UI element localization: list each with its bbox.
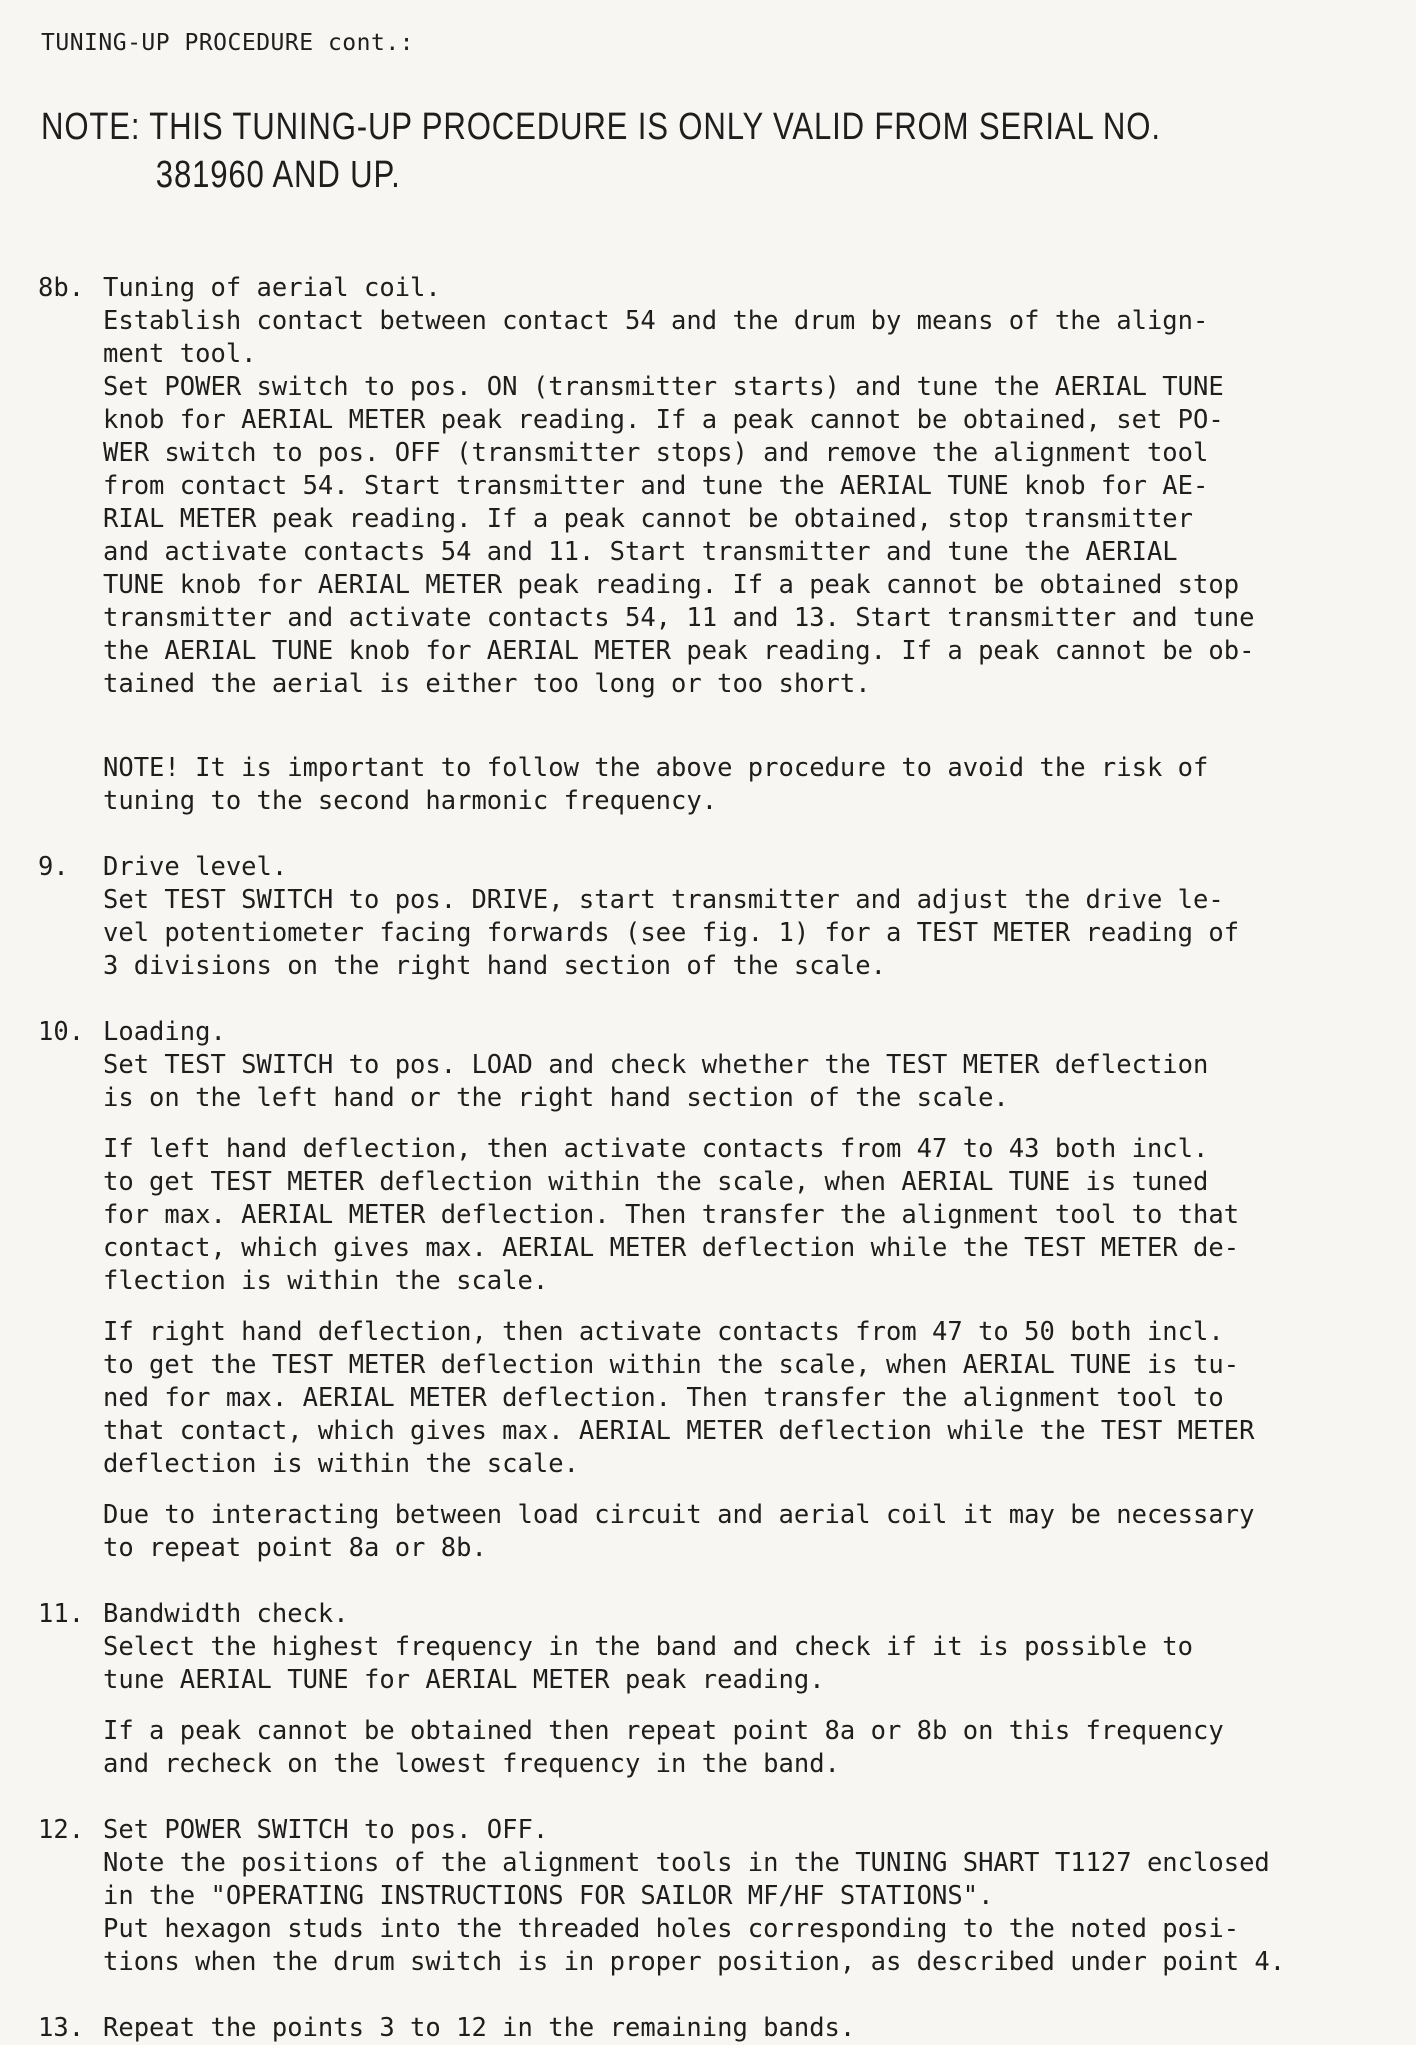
step-paragraph (103, 1499, 1368, 1565)
text-line: and recheck on the lowest frequency in the band. (103, 1749, 840, 1779)
validity-notice-line: 381960 AND UP. (155, 154, 401, 196)
procedure-step (38, 2012, 1368, 2045)
text-line: Set POWER SWITCH to pos. OFF. (103, 1815, 549, 1845)
procedure-steps (38, 272, 1368, 2045)
text-line: 3 divisions on the right hand section of the scale. (103, 951, 886, 981)
text-line: tained the aerial is either too long or too short. (103, 669, 871, 699)
text-line: for max. AERIAL METER deflection. Then transfer the alignment tool to that (103, 1200, 1240, 1230)
step-body (103, 2012, 1368, 2045)
text-line: flection is within the scale. (103, 1266, 549, 1296)
text-line: is on the left hand or the right hand section of the scale. (103, 1083, 1009, 1113)
procedure-step (38, 1598, 1368, 1781)
step-paragraph (103, 1598, 1368, 1697)
procedure-step (38, 1814, 1368, 1979)
step-paragraph (103, 1316, 1368, 1481)
text-line: the AERIAL TUNE knob for AERIAL METER peak reading. If a peak cannot be ob- (103, 636, 1255, 666)
step-number: 13. (38, 2013, 85, 2043)
step-paragraph (103, 1133, 1368, 1298)
text-line: Set POWER switch to pos. ON (transmitter starts) and tune the AERIAL TUNE (103, 372, 1224, 402)
text-line: TUNE knob for AERIAL METER peak reading. If a peak cannot be obtained stop (103, 570, 1240, 600)
procedure-step (38, 851, 1368, 983)
text-line: deflection is within the scale. (103, 1449, 579, 1479)
step-number: 8b. (38, 273, 85, 303)
text-line: tuning to the second harmonic frequency. (103, 786, 718, 816)
step-number: 12. (38, 1815, 85, 1845)
validity-notice-line: NOTE: THIS TUNING-UP PROCEDURE IS ONLY VALID FROM SERIAL NO. (41, 106, 1161, 148)
text-line: If left hand deflection, then activate contacts from 47 to 43 both incl. (103, 1134, 1209, 1164)
text-line: WER switch to pos. OFF (transmitter stops) and remove the alignment tool (103, 438, 1209, 468)
step-body (103, 1814, 1368, 1979)
step-body (103, 1016, 1368, 1565)
text-line: tune AERIAL TUNE for AERIAL METER peak reading. (103, 1665, 825, 1695)
text-line: that contact, which gives max. AERIAL METER deflection while the TEST METER (103, 1416, 1255, 1446)
text-line: ment tool. (103, 339, 257, 369)
step-paragraph (103, 851, 1368, 983)
text-line: vel potentiometer facing forwards (see fig. 1) for a TEST METER reading of (103, 918, 1240, 948)
step-paragraph (103, 272, 1368, 701)
step-number: 9. (38, 852, 69, 882)
text-line: Due to interacting between load circuit and aerial coil it may be necessary (103, 1500, 1255, 1530)
text-line: to repeat point 8a or 8b. (103, 1533, 487, 1563)
step-paragraph (103, 1715, 1368, 1781)
text-line: Set TEST SWITCH to pos. DRIVE, start transmitter and adjust the drive le- (103, 885, 1224, 915)
text-line: Establish contact between contact 54 and the drum by means of the align- (103, 306, 1209, 336)
procedure-step (38, 1016, 1368, 1565)
text-line: to get TEST METER deflection within the scale, when AERIAL TUNE is tuned (103, 1167, 1209, 1197)
text-line: ned for max. AERIAL METER deflection. Then transfer the alignment tool to (103, 1383, 1224, 1413)
text-line: NOTE! It is important to follow the above procedure to avoid the risk of (103, 753, 1209, 783)
text-line: If a peak cannot be obtained then repeat point 8a or 8b on this frequency (103, 1716, 1224, 1746)
text-line: and activate contacts 54 and 11. Start transmitter and tune the AERIAL (103, 537, 1178, 567)
step-body (103, 851, 1368, 983)
step-number: 10. (38, 1017, 85, 1047)
step-paragraph (103, 1814, 1368, 1979)
text-line: Select the highest frequency in the band and check if it is possible to (103, 1632, 1194, 1662)
text-line (103, 719, 1368, 752)
text-line: If right hand deflection, then activate contacts from 47 to 50 both incl. (103, 1317, 1224, 1347)
procedure-step (38, 272, 1368, 818)
step-body (103, 272, 1368, 818)
text-line: to get the TEST METER deflection within the scale, when AERIAL TUNE is tu- (103, 1350, 1240, 1380)
text-line: transmitter and activate contacts 54, 11 and 13. Start transmitter and tune (103, 603, 1255, 633)
text-line: RIAL METER peak reading. If a peak cannot be obtained, stop transmitter (103, 504, 1194, 534)
validity-notice (41, 103, 1161, 199)
text-line: Note the positions of the alignment tools in the TUNING SHART T1127 enclosed (103, 1848, 1270, 1878)
text-line: tions when the drum switch is in proper position, as described under point 4. (103, 1947, 1286, 1977)
step-paragraph (103, 719, 1368, 818)
text-line: Loading. (103, 1017, 226, 1047)
step-body (103, 1598, 1368, 1781)
step-number: 11. (38, 1599, 85, 1629)
text-line: Drive level. (103, 852, 288, 882)
text-line: knob for AERIAL METER peak reading. If a peak cannot be obtained, set PO- (103, 405, 1224, 435)
page-header: TUNING-UP PROCEDURE cont.: (41, 30, 415, 56)
text-line: Tuning of aerial coil. (103, 273, 441, 303)
step-paragraph (103, 2012, 1368, 2045)
text-line: from contact 54. Start transmitter and tune the AERIAL TUNE knob for AE- (103, 471, 1209, 501)
text-line: in the "OPERATING INSTRUCTIONS FOR SAILOR MF/HF STATIONS". (103, 1881, 994, 1911)
text-line: Bandwidth check. (103, 1599, 349, 1629)
step-paragraph (103, 1016, 1368, 1115)
text-line: Set TEST SWITCH to pos. LOAD and check whether the TEST METER deflection (103, 1050, 1209, 1080)
text-line: Put hexagon studs into the threaded holes corresponding to the noted posi- (103, 1914, 1240, 1944)
text-line: contact, which gives max. AERIAL METER deflection while the TEST METER de- (103, 1233, 1240, 1263)
text-line: Repeat the points 3 to 12 in the remaining bands. (103, 2013, 856, 2043)
